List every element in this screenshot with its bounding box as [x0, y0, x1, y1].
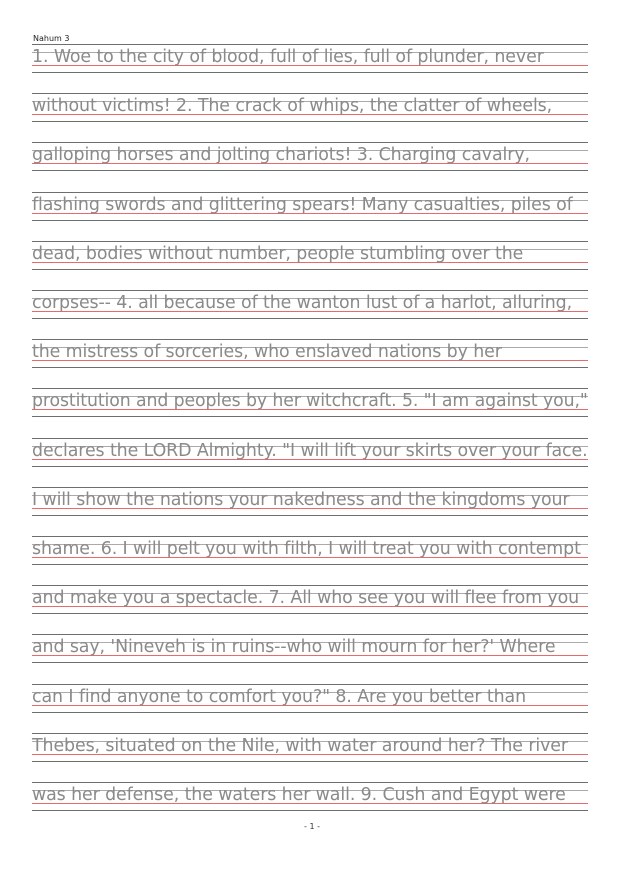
page-number: - 1 -: [304, 822, 320, 831]
trace-text-line: Thebes, situated on the Nile, with water around her? The river: [32, 735, 568, 756]
practice-row: [32, 634, 588, 664]
ruling-line: [32, 72, 588, 73]
practice-row: [32, 388, 588, 418]
ruling-line: [32, 318, 588, 319]
trace-text-line: and make you a spectacle. 7. All who see you will flee from you: [32, 588, 580, 609]
trace-text-line: without victims! 2. The crack of whips, the clatter of wheels,: [32, 96, 553, 117]
ruling-line: [32, 170, 588, 171]
trace-text-line: I will show the nations your nakedness and the kingdoms your: [32, 489, 570, 510]
ruling-line: [32, 684, 588, 685]
ruling-line: [32, 487, 588, 488]
practice-row: [32, 142, 588, 172]
practice-row: [32, 733, 588, 763]
practice-row: [32, 782, 588, 812]
ruling-line: [32, 241, 588, 242]
ruling-line: [32, 367, 588, 368]
trace-text-line: 1. Woe to the city of blood, full of lies, full of plunder, never: [32, 47, 544, 67]
trace-text-line: corpses-- 4. all because of the wanton lust of a harlot, alluring,: [32, 293, 573, 313]
trace-text-line: flashing swords and glittering spears! Many casualties, piles of: [32, 194, 573, 215]
ruling-line: [32, 438, 588, 439]
ruling-line: [32, 515, 588, 516]
practice-row: [32, 192, 588, 222]
practice-row: [32, 339, 588, 369]
practice-row: [32, 93, 588, 123]
page-title: Nahum 3: [33, 34, 70, 43]
ruling-line: [32, 810, 588, 811]
ruling-line: [32, 466, 588, 467]
trace-text-line: and say, 'Nineveh is in ruins--who will mourn for her?' Where: [32, 637, 556, 658]
practice-row: [32, 290, 588, 320]
trace-text-line: galloping horses and jolting chariots! 3. Charging cavalry,: [32, 145, 530, 166]
ruling-line: [32, 733, 588, 734]
ruling-line: [32, 662, 588, 663]
practice-row: [32, 438, 588, 468]
practice-row: [32, 241, 588, 271]
practice-row: [32, 44, 588, 74]
trace-text-line: was her defense, the waters her wall. 9. Cush and Egypt were: [32, 785, 566, 805]
ruling-line: [32, 613, 588, 614]
ruling-line: [32, 761, 588, 762]
ruling-line: [32, 44, 588, 45]
trace-text-line: can I find anyone to comfort you?" 8. Are you better than: [32, 686, 526, 707]
trace-text-line: declares the LORD Almighty. "I will lift your skirts over your face.: [32, 440, 588, 461]
ruling-line: [32, 536, 588, 537]
ruling-line: [32, 192, 588, 193]
trace-text-line: shame. 6. I will pelt you with filth, I will treat you with contempt: [32, 539, 581, 559]
trace-text-line: prostitution and peoples by her witchcraft. 5. "I am against you,": [32, 391, 588, 412]
ruling-line: [32, 290, 588, 291]
trace-text-line: the mistress of sorceries, who enslaved nations by her: [32, 342, 502, 363]
ruling-line: [32, 585, 588, 586]
ruling-line: [32, 782, 588, 783]
ruling-line: [32, 416, 588, 417]
ruling-line: [32, 93, 588, 94]
practice-row: [32, 487, 588, 517]
ruling-line: [32, 220, 588, 221]
ruling-line: [32, 142, 588, 143]
ruling-line: [32, 712, 588, 713]
practice-row: [32, 684, 588, 714]
ruling-line: [32, 388, 588, 389]
trace-text-line: dead, bodies without number, people stumbling over the: [32, 243, 524, 264]
ruling-line: [32, 269, 588, 270]
ruling-line: [32, 121, 588, 122]
ruling-line: [32, 564, 588, 565]
ruling-line: [32, 634, 588, 635]
practice-row: [32, 536, 588, 566]
practice-row: [32, 585, 588, 615]
ruling-line: [32, 339, 588, 340]
